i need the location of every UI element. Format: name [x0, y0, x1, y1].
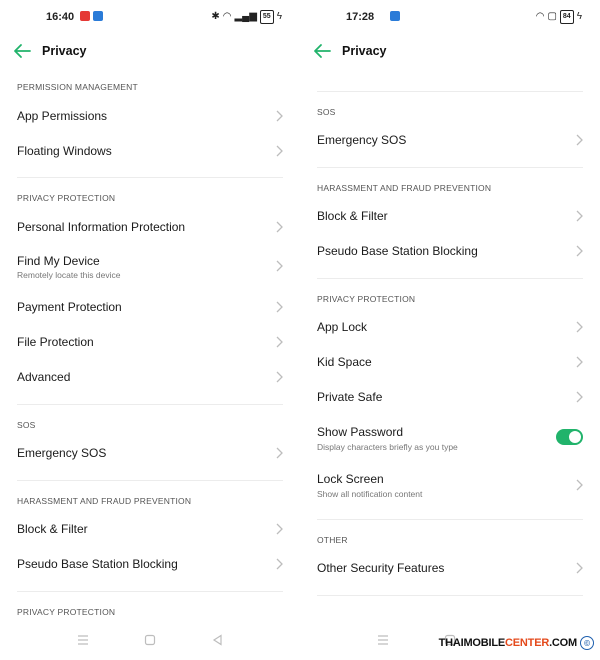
other-security-features-item[interactable] — [300, 550, 600, 586]
charging-icon: ϟ — [276, 11, 282, 22]
bluetooth-icon: ✱ — [211, 11, 220, 22]
chevron-right-icon — [575, 356, 583, 368]
item-label: Lock Screen — [317, 472, 384, 486]
item-label: Floating Windows — [17, 144, 112, 158]
notification-icon — [80, 11, 90, 21]
item-label: Other Security Features — [317, 561, 445, 575]
item-label: Emergency SOS — [17, 446, 107, 460]
section-header: OTHER — [317, 535, 348, 545]
item-label: Private Safe — [317, 390, 383, 404]
chevron-right-icon — [275, 260, 283, 272]
copyright-icon: © — [580, 636, 594, 650]
item-label: App Permissions — [17, 109, 108, 123]
watermark — [439, 636, 594, 650]
wifi-icon: ◠ — [535, 11, 545, 22]
chevron-right-icon — [275, 221, 283, 233]
divider — [317, 278, 583, 279]
back-arrow-icon[interactable] — [12, 42, 32, 60]
chevron-right-icon — [575, 210, 583, 222]
item-label: Personal Information Protection — [17, 220, 186, 234]
chevron-right-icon — [575, 562, 583, 574]
floating-windows-item[interactable] — [0, 133, 300, 169]
divider — [17, 480, 283, 481]
section-header: PRIVACY PROTECTION — [17, 607, 116, 617]
divider — [317, 91, 583, 92]
item-label: Pseudo Base Station Blocking — [317, 244, 478, 258]
item-label: Advanced — [17, 370, 71, 384]
find-my-device-item[interactable] — [0, 246, 300, 286]
page-title: Privacy — [42, 44, 87, 58]
notification-icon — [93, 11, 103, 21]
back-nav-icon[interactable] — [211, 634, 225, 646]
right-screen — [300, 0, 600, 660]
block-filter-item[interactable] — [300, 198, 600, 234]
section-header: PRIVACY PROTECTION — [317, 294, 416, 304]
page-title: Privacy — [342, 44, 387, 58]
chevron-right-icon — [275, 110, 283, 122]
chevron-right-icon — [275, 447, 283, 459]
battery-icon: 55 — [260, 10, 274, 24]
chevron-right-icon — [575, 321, 583, 333]
section-header: SOS — [317, 107, 336, 117]
private-safe-item[interactable] — [300, 379, 600, 415]
chevron-right-icon — [575, 134, 583, 146]
emergency-sos-item[interactable] — [300, 122, 600, 158]
system-icons — [211, 10, 282, 24]
item-label: Kid Space — [317, 355, 372, 369]
watermark-text: .COM — [549, 637, 577, 649]
show-password-toggle[interactable] — [556, 429, 583, 445]
show-password-item — [300, 418, 600, 458]
kid-space-item[interactable] — [300, 344, 600, 380]
item-label: Emergency SOS — [317, 133, 407, 147]
item-label: App Lock — [317, 320, 368, 334]
section-header: PRIVACY PROTECTION — [17, 193, 116, 203]
chevron-right-icon — [575, 479, 583, 491]
divider — [17, 591, 283, 592]
payment-protection-item[interactable] — [0, 289, 300, 325]
back-arrow-icon[interactable] — [312, 42, 332, 60]
watermark-text: THAIMOBILE — [438, 637, 506, 649]
chevron-right-icon — [275, 145, 283, 157]
app-header — [300, 34, 600, 70]
item-label: Block & Filter — [17, 522, 88, 536]
pseudo-base-station-item[interactable] — [300, 233, 600, 269]
emergency-sos-item[interactable] — [0, 435, 300, 471]
item-label: Show Password — [317, 425, 404, 439]
item-subtitle: Display characters briefly as you type — [317, 442, 458, 452]
item-label: File Protection — [17, 335, 94, 349]
app-header — [0, 34, 300, 70]
item-label: Pseudo Base Station Blocking — [17, 557, 178, 571]
menu-icon[interactable] — [376, 634, 390, 646]
chevron-right-icon — [575, 391, 583, 403]
divider — [17, 404, 283, 405]
chevron-right-icon — [275, 371, 283, 383]
app-permissions-item[interactable] — [0, 98, 300, 134]
notification-icon — [390, 11, 400, 21]
item-subtitle: Show all notification content — [317, 489, 423, 499]
watermark-text-accent: CENTER — [505, 637, 550, 649]
item-subtitle: Remotely locate this device — [17, 270, 121, 280]
navigation-bar — [0, 620, 300, 660]
status-time: 17:28 — [346, 11, 375, 23]
wifi-icon: ◠ — [222, 11, 232, 22]
home-icon[interactable] — [143, 634, 157, 646]
status-bar — [0, 0, 300, 34]
chevron-right-icon — [275, 301, 283, 313]
battery-icon: 84 — [560, 10, 574, 24]
item-label: Payment Protection — [17, 300, 122, 314]
status-bar — [300, 0, 600, 34]
status-time: 16:40 — [46, 11, 75, 23]
menu-icon[interactable] — [76, 634, 90, 646]
personal-information-protection-item[interactable] — [0, 209, 300, 245]
section-header: PERMISSION MANAGEMENT — [17, 82, 138, 92]
charging-icon: ϟ — [576, 11, 582, 22]
file-protection-item[interactable] — [0, 324, 300, 360]
toggle-knob — [569, 431, 581, 443]
item-label: Block & Filter — [317, 209, 388, 223]
item-label: Find My Device — [17, 254, 100, 268]
divider — [317, 519, 583, 520]
chevron-right-icon — [275, 336, 283, 348]
section-header: HARASSMENT AND FRAUD PREVENTION — [17, 496, 192, 506]
chevron-right-icon — [575, 245, 583, 257]
system-icons — [536, 10, 582, 24]
signal-icon: ▂▄▆ — [234, 11, 257, 22]
app-lock-item[interactable] — [300, 309, 600, 345]
chevron-right-icon — [275, 523, 283, 535]
nfc-icon: ▢ — [547, 11, 557, 22]
lock-screen-item[interactable] — [300, 465, 600, 505]
section-header: HARASSMENT AND FRAUD PREVENTION — [317, 183, 492, 193]
divider — [17, 177, 283, 178]
divider — [317, 167, 583, 168]
block-filter-item[interactable] — [0, 511, 300, 547]
section-header: SOS — [17, 420, 36, 430]
pseudo-base-station-item[interactable] — [0, 546, 300, 582]
divider — [317, 595, 583, 596]
advanced-item[interactable] — [0, 359, 300, 395]
chevron-right-icon — [275, 558, 283, 570]
